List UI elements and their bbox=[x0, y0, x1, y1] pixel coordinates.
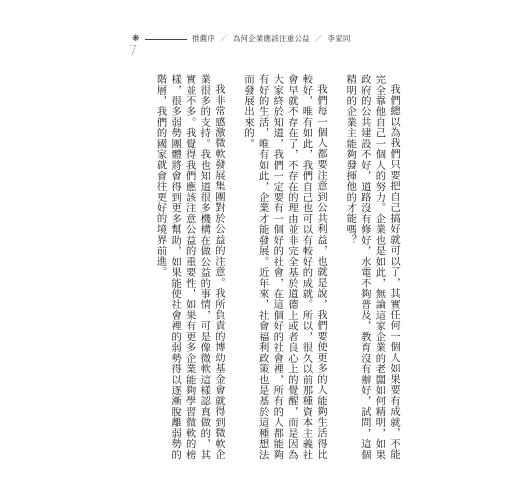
paragraph: 我們總以為我們只要把自己搞好就可以了，其實任何一個人如果要有成就，不能完全靠他自己一個人的努力。企業也是如此，無論這家企業的老闆如何精明，如果政府的公共建設不好，道路沒有修好，水電不夠普及，教育沒有辦好，試問，這個精明的企業主能夠發揮他的才能嗎？ bbox=[344, 74, 400, 460]
separator: ／ bbox=[314, 34, 323, 43]
page-number: 7 bbox=[129, 44, 138, 59]
paragraph: 我非常感激微軟發展集團對於公益的注意。我所負責的博幼基金會就得到微軟企業很多的支持。我也知道很多機構在做公益的事情，可是像微軟這樣認真做的，其實並不多。我覺得我們應該注意公益的重要性，如果有更多企業能夠學習微軟的榜樣，很多弱勢團體將會得到更多幫助，如果能使社會裡的弱勢得以逐漸脫離弱勢的階層，我們的國家就會往更好的境界前進。 bbox=[154, 74, 225, 460]
running-header bbox=[132, 31, 477, 47]
running-head-text bbox=[192, 32, 351, 46]
separator: ／ bbox=[220, 34, 228, 43]
header-rule bbox=[145, 39, 187, 40]
series-label: 推薦序 bbox=[192, 34, 216, 43]
author-name: 李家同 bbox=[327, 34, 351, 43]
vertical-body-text bbox=[126, 74, 401, 460]
chapter-title: 為何企業應該注重公益 bbox=[232, 34, 310, 43]
flower-ornament-icon: ❋ bbox=[132, 34, 140, 44]
paragraph: 我們每一個人都要注意到公共利益，也就是說，我們要使更多的人能夠生活得比較好，唯有如此，我們自己也可以有較好的成就。所以，很久以前那種資本主義社會早就不存在了，不存在的理由並非完全基於道德上或者良心上的覺醒，而是因為大家終於知道，我們一定要有一個好的社會，在這個好的社會裡，所有的人都能夠有好的生活，唯有如此，企業才能發展。近年來，社會福利政策也是基於這種想法而發展出來的。 bbox=[242, 74, 328, 460]
